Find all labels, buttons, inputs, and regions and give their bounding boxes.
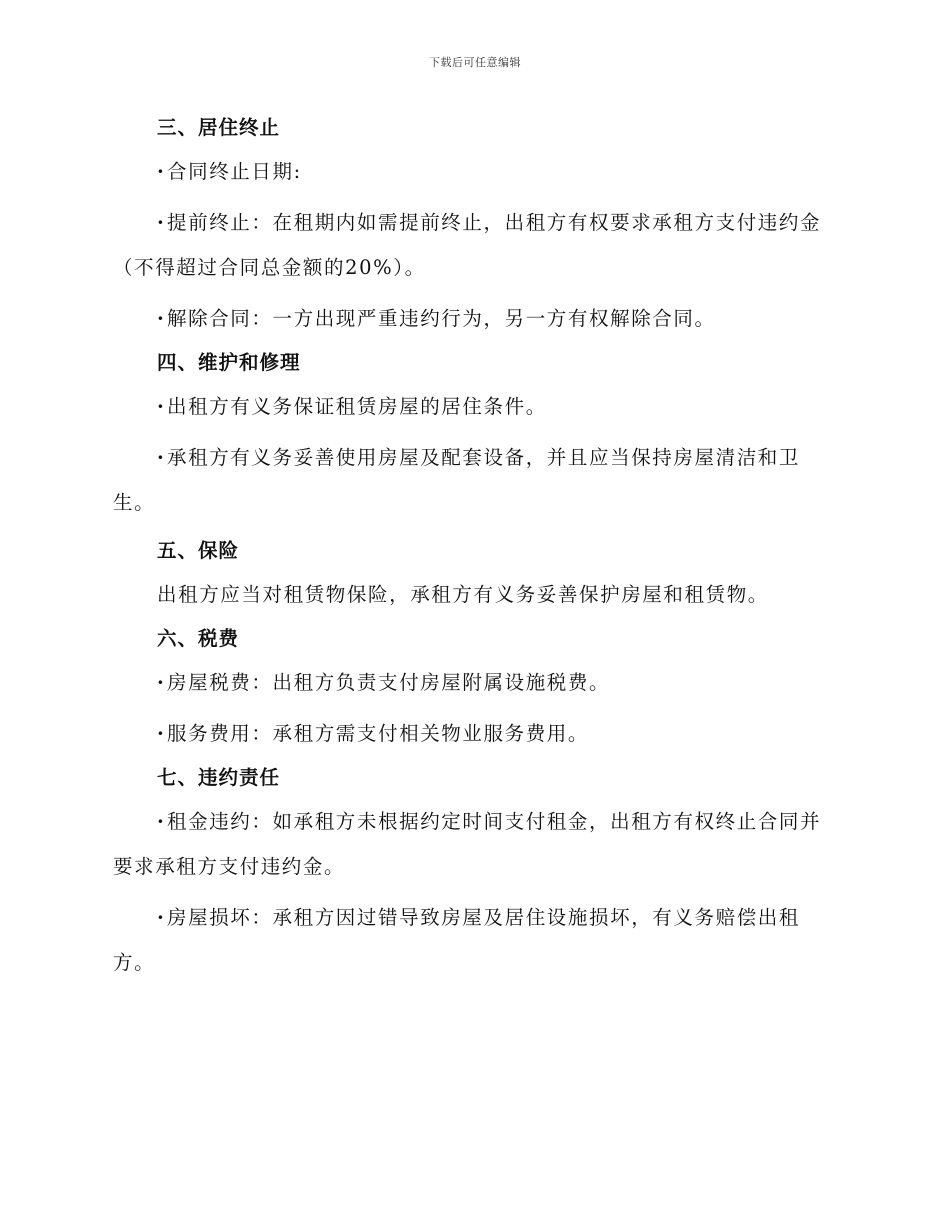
bullet-icon: · [157,810,166,833]
list-item-text: 解除合同：一方出现严重违约行为，另一方有权解除合同。 [167,307,716,330]
list-item [113,435,825,525]
bullet-icon: · [157,307,166,330]
list-item [113,149,825,194]
list-item [113,711,825,756]
bullet-icon: · [157,446,166,469]
section-heading-insurance: 五、保险 [157,539,240,562]
document-body [113,110,825,985]
list-item-text: 提前终止：在租期内如需提前终止，出租方有权要求承租方支付违约金（不得超过合同总金额的20%）。 [113,211,822,279]
section-heading-termination: 三、居住终止 [157,116,281,139]
section-heading-taxes: 六、税费 [157,627,240,650]
page-header: 下载后可任意编辑 [429,56,521,69]
bullet-icon: · [157,211,166,234]
list-item [113,660,825,705]
list-item [113,296,825,341]
list-item [113,384,825,429]
bullet-icon: · [157,671,166,694]
bullet-icon: · [157,906,166,929]
list-item-text: 服务费用：承租方需支付相关物业服务费用。 [167,722,590,745]
list-item-text: 合同终止日期: [167,160,302,183]
bullet-icon: · [157,722,166,745]
paragraph: 出租方应当对租赁物保险，承租方有义务妥善保护房屋和租赁物。 [157,583,769,606]
list-item-text: 出租方有义务保证租赁房屋的居住条件。 [167,395,547,418]
list-item [113,799,825,889]
section-heading-breach: 七、违约责任 [157,766,281,789]
list-item-text: 房屋损坏：承租方因过错导致房屋及居住设施损坏，有义务赔偿出租方。 [113,906,801,974]
list-item-text: 租金违约：如承租方未根据约定时间支付租金，出租方有权终止合同并要求承租方支付违约金。 [113,810,822,878]
bullet-icon: · [157,395,166,418]
bullet-icon: · [157,160,166,183]
list-item [113,895,825,985]
list-item-text: 房屋税费：出租方负责支付房屋附属设施税费。 [167,671,611,694]
list-item-text: 承租方有义务妥善使用房屋及配套设备，并且应当保持房屋清洁和卫生。 [113,446,801,514]
section-heading-maintenance: 四、维护和修理 [157,351,301,374]
list-item [113,200,825,290]
